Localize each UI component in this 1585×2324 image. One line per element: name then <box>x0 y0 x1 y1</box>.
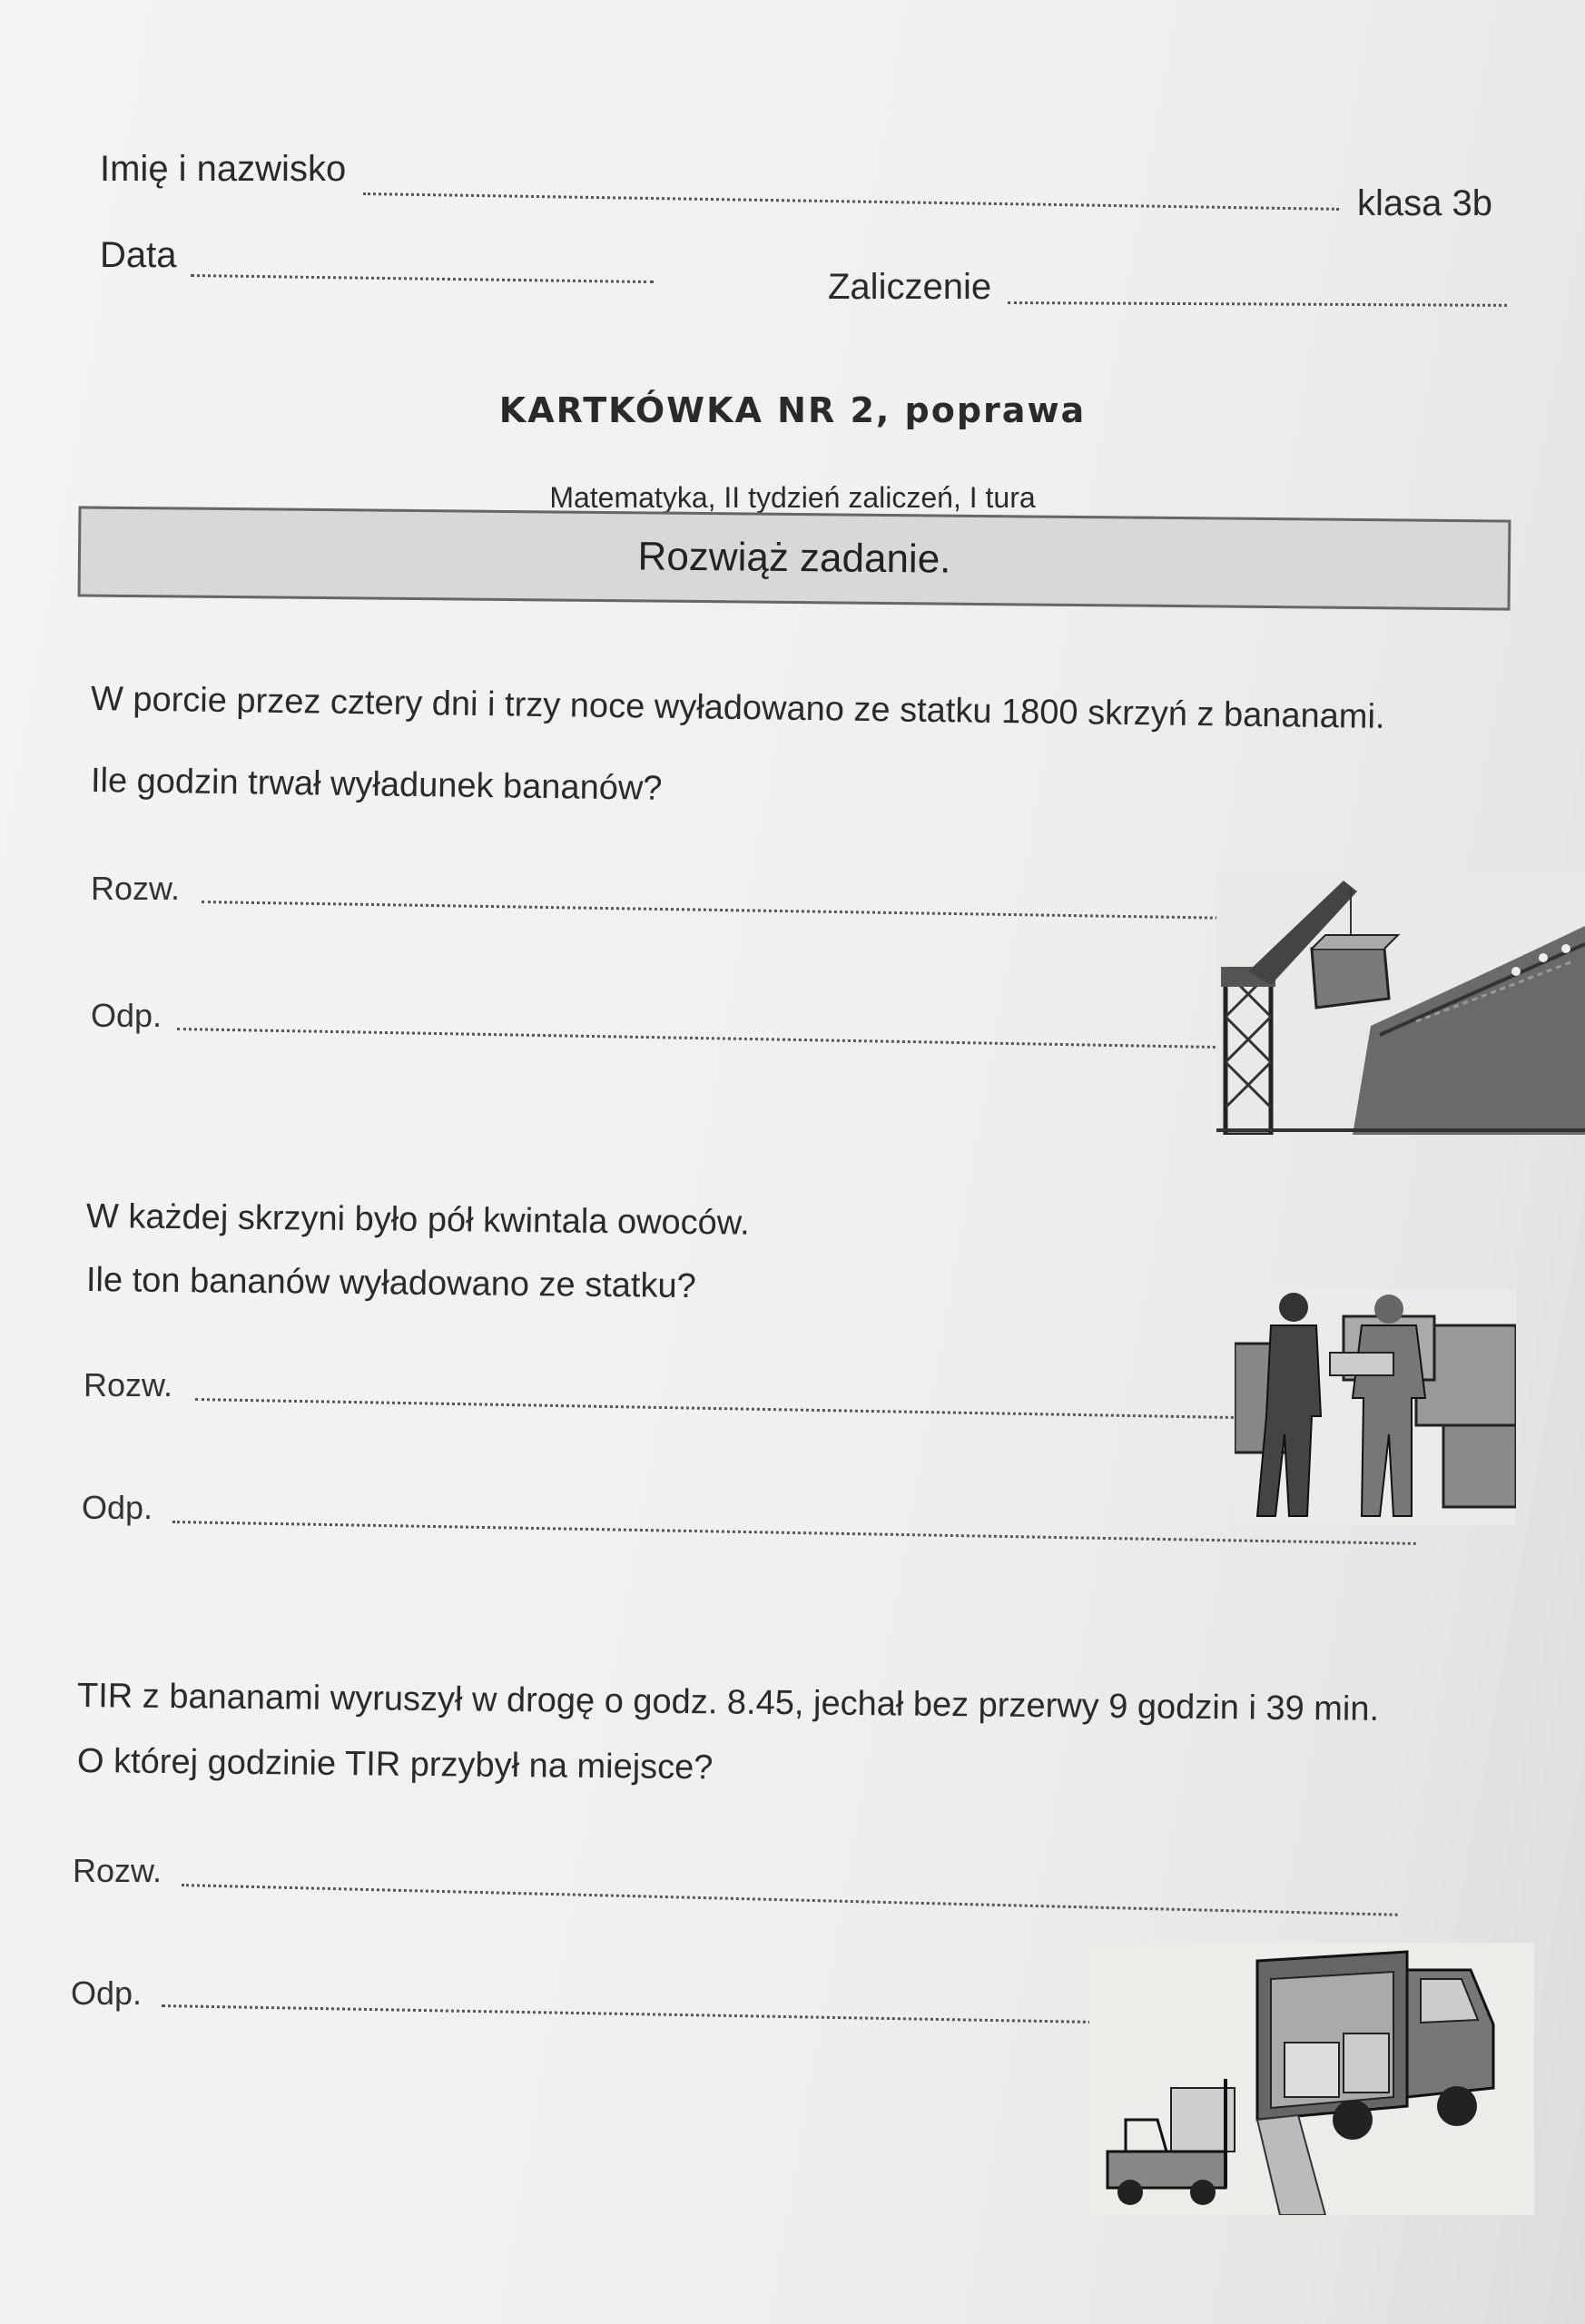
task-2-line-1: W każdej skrzyni było pół kwintala owoców. <box>85 1197 750 1243</box>
name-label: Imię i nazwisko <box>100 149 347 189</box>
task-3-line-2: O której godzinie TIR przybył na miejsce? <box>76 1742 714 1787</box>
ship-crane-icon <box>1216 872 1585 1135</box>
instruction-text: Rozwiąż zadanie. <box>637 534 951 582</box>
task-1-line-1: W porcie przez cztery dni i trzy noce wyładowano ze statku 1800 skrzyń z bananami. <box>90 680 1385 736</box>
task-2-answer-label: Odp. <box>82 1489 153 1526</box>
task-2-solution-label: Rozw. <box>84 1366 173 1403</box>
task-1-solution-label: Rozw. <box>91 870 181 907</box>
page-subtitle: Matematyka, II tydzień zaliczeń, I tura <box>549 481 1036 514</box>
date-label: Data <box>100 235 177 275</box>
task-1-answer-label: Odp. <box>91 997 162 1034</box>
task-3-solution-field[interactable] <box>182 1884 1398 1916</box>
class-label: klasa 3b <box>1357 183 1492 223</box>
task-3-answer-field[interactable] <box>162 2004 1251 2026</box>
task-3-answer-label: Odp. <box>71 1974 143 2012</box>
task-3-line-1: TIR z bananami wyruszył w drogę o godz. 8.45, jechał bez przerwy 9 godzin i 39 min. <box>76 1677 1380 1729</box>
task-1-line-2: Ile godzin trwał wyładunek bananów? <box>90 762 663 808</box>
task-2-solution-field[interactable] <box>195 1398 1239 1419</box>
task-2-line-2: Ile ton bananów wyładowano ze statku? <box>85 1261 696 1306</box>
truck-forklift-icon <box>1089 1943 1534 2215</box>
workers-boxes-icon <box>1235 1289 1516 1525</box>
credit-label: Zaliczenie <box>828 267 992 307</box>
task-1-solution-field[interactable] <box>202 901 1218 920</box>
task-2-answer-field[interactable] <box>172 1521 1416 1545</box>
credit-field[interactable] <box>1008 301 1507 307</box>
date-field[interactable] <box>191 274 654 283</box>
name-field[interactable] <box>363 192 1339 211</box>
task-1-answer-field[interactable] <box>177 1028 1221 1049</box>
instruction-banner <box>78 506 1511 610</box>
task-3-solution-label: Rozw. <box>73 1852 162 1889</box>
page-title: KARTKÓWKA NR 2, poprawa <box>498 390 1087 430</box>
